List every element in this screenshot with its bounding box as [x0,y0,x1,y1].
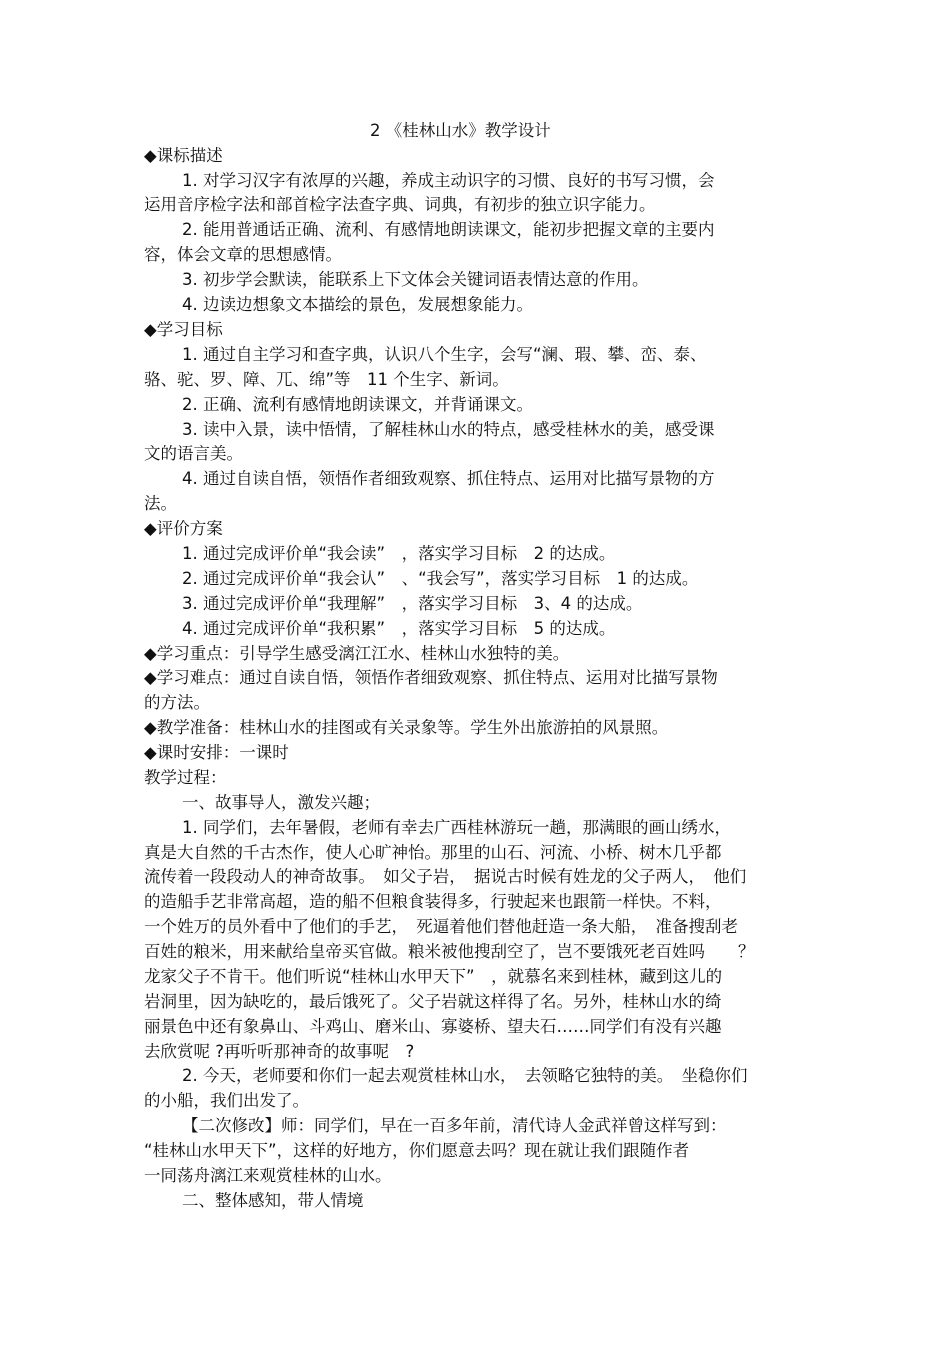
text-line: 3. 读中入景，读中悟情，了解桂林山水的特点，感受桂林水的美，感受课 [182,420,715,439]
section-heading-objectives: ◆学习目标 [144,320,223,339]
text-line: 2. 正确、流利有感情地朗读课文，并背诵课文。 [182,395,533,414]
text-line: 的小船，我们出发了。 [144,1091,309,1110]
text-line: 4. 通过完成评价单“我积累” ，落实学习目标 5 的达成。 [182,619,616,638]
text-line: 一同荡舟漓江来观赏桂林的山水。 [144,1166,392,1185]
text-line: 1. 同学们，去年暑假，老师有幸去广西桂林游玩一趟，那满眼的画山绣水， [182,818,731,837]
text-line: 丽景色中还有象鼻山、斗鸡山、磨米山、寡婆桥、望夫石……同学们有没有兴趣 [144,1017,722,1036]
text-line: 2. 今天，老师要和你们一起去观赏桂林山水， 去领略它独特的美。 坐稳你们 [182,1066,748,1085]
text-line: 1. 通过完成评价单“我会读” ，落实学习目标 2 的达成。 [182,544,616,563]
text-line: 的方法。 [144,693,210,712]
text-line: 运用音序检字法和部首检字法查字典、词典，有初步的独立识字能力。 [144,195,656,214]
text-line: 文的语言美。 [144,444,243,463]
text-line: 龙家父子不肯干。他们听说“桂林山水甲天下” ，就慕名来到桂林，藏到这儿的 [144,967,723,986]
text-line: 岩洞里，因为缺吃的，最后饿死了。父子岩就这样得了名。另外，桂林山水的绮 [144,992,722,1011]
text-line: 2. 能用普通话正确、流利、有感情地朗读课文，能初步把握文章的主要内 [182,220,715,239]
text-line: 的造船手艺非常高超，造的船不但粮食装得多，行驶起来也跟箭一样快。不料， [144,892,722,911]
text-line: 百姓的粮米，用来献给皇帝买官做。粮米被他搜刮空了，岂不要饿死老百姓吗 ？ [144,942,755,961]
section-heading-difficulty: ◆学习难点：通过自读自悟，领悟作者细致观察、抓住特点、运用对比描写景物 [144,668,718,687]
text-line: 1. 对学习汉字有浓厚的兴趣，养成主动识字的习惯、良好的书写习惯，会 [182,171,715,190]
text-line: 二、整体感知，带人情境 [182,1191,364,1210]
text-line: 3. 通过完成评价单“我理解” ，落实学习目标 3、4 的达成。 [182,594,643,613]
text-line: 法。 [144,494,177,513]
text-line: 去欣赏呢 ?再听听那神奇的故事呢 ? [144,1042,415,1061]
section-heading-evaluation: ◆评价方案 [144,519,223,538]
section-heading-schedule: ◆课时安排：一课时 [144,743,289,762]
text-line: “桂林山水甲天下”，这样的好地方，你们愿意去吗？现在就让我们跟随作者 [144,1141,690,1160]
section-heading-process: 教学过程： [144,768,227,787]
revision-note: 【二次修改】师：同学们，早在一百多年前，清代诗人金武祥曾这样写到： [182,1116,727,1135]
section-heading-preparation: ◆教学准备：桂林山水的挂图或有关录象等。学生外出旅游拍的风景照。 [144,718,669,737]
text-line: 4. 通过自读自悟，领悟作者细致观察、抓住特点、运用对比描写景物的方 [182,469,715,488]
section-heading-curriculum: ◆课标描述 [144,146,223,165]
section-heading-key-point: ◆学习重点：引导学生感受漓江江水、桂林山水独特的美。 [144,644,570,663]
text-line: 1. 通过自主学习和查字典，认识八个生字，会写“澜、瑕、攀、峦、泰、 [182,345,707,364]
text-line: 2. 通过完成评价单“我会认” 、“我会写”，落实学习目标 1 的达成。 [182,569,699,588]
text-line: 3. 初步学会默读，能联系上下文体会关键词语表情达意的作用。 [182,270,649,289]
document-title: 2 《桂林山水》教学设计 [370,121,551,140]
text-line: 容，体会文章的思想感情。 [144,245,342,264]
text-line: 一个姓万的员外看中了他们的手艺， 死逼着他们替他赶造一条大船， 准备搜刮老 [144,917,738,936]
text-line: 4. 边读边想象文本描绘的景色，发展想象能力。 [182,295,533,314]
text-line: 骆、驼、罗、障、兀、绵”等 11 个生字、新词。 [144,370,509,389]
text-line: 流传着一段段动人的神奇故事。 如父子岩， 据说古时候有姓龙的父子两人， 他们 [144,867,747,886]
text-line: 真是大自然的千古杰作，使人心旷神怡。那里的山石、河流、小桥、树木几乎都 [144,843,722,862]
text-line: 一、故事导人，激发兴趣； [182,793,380,812]
